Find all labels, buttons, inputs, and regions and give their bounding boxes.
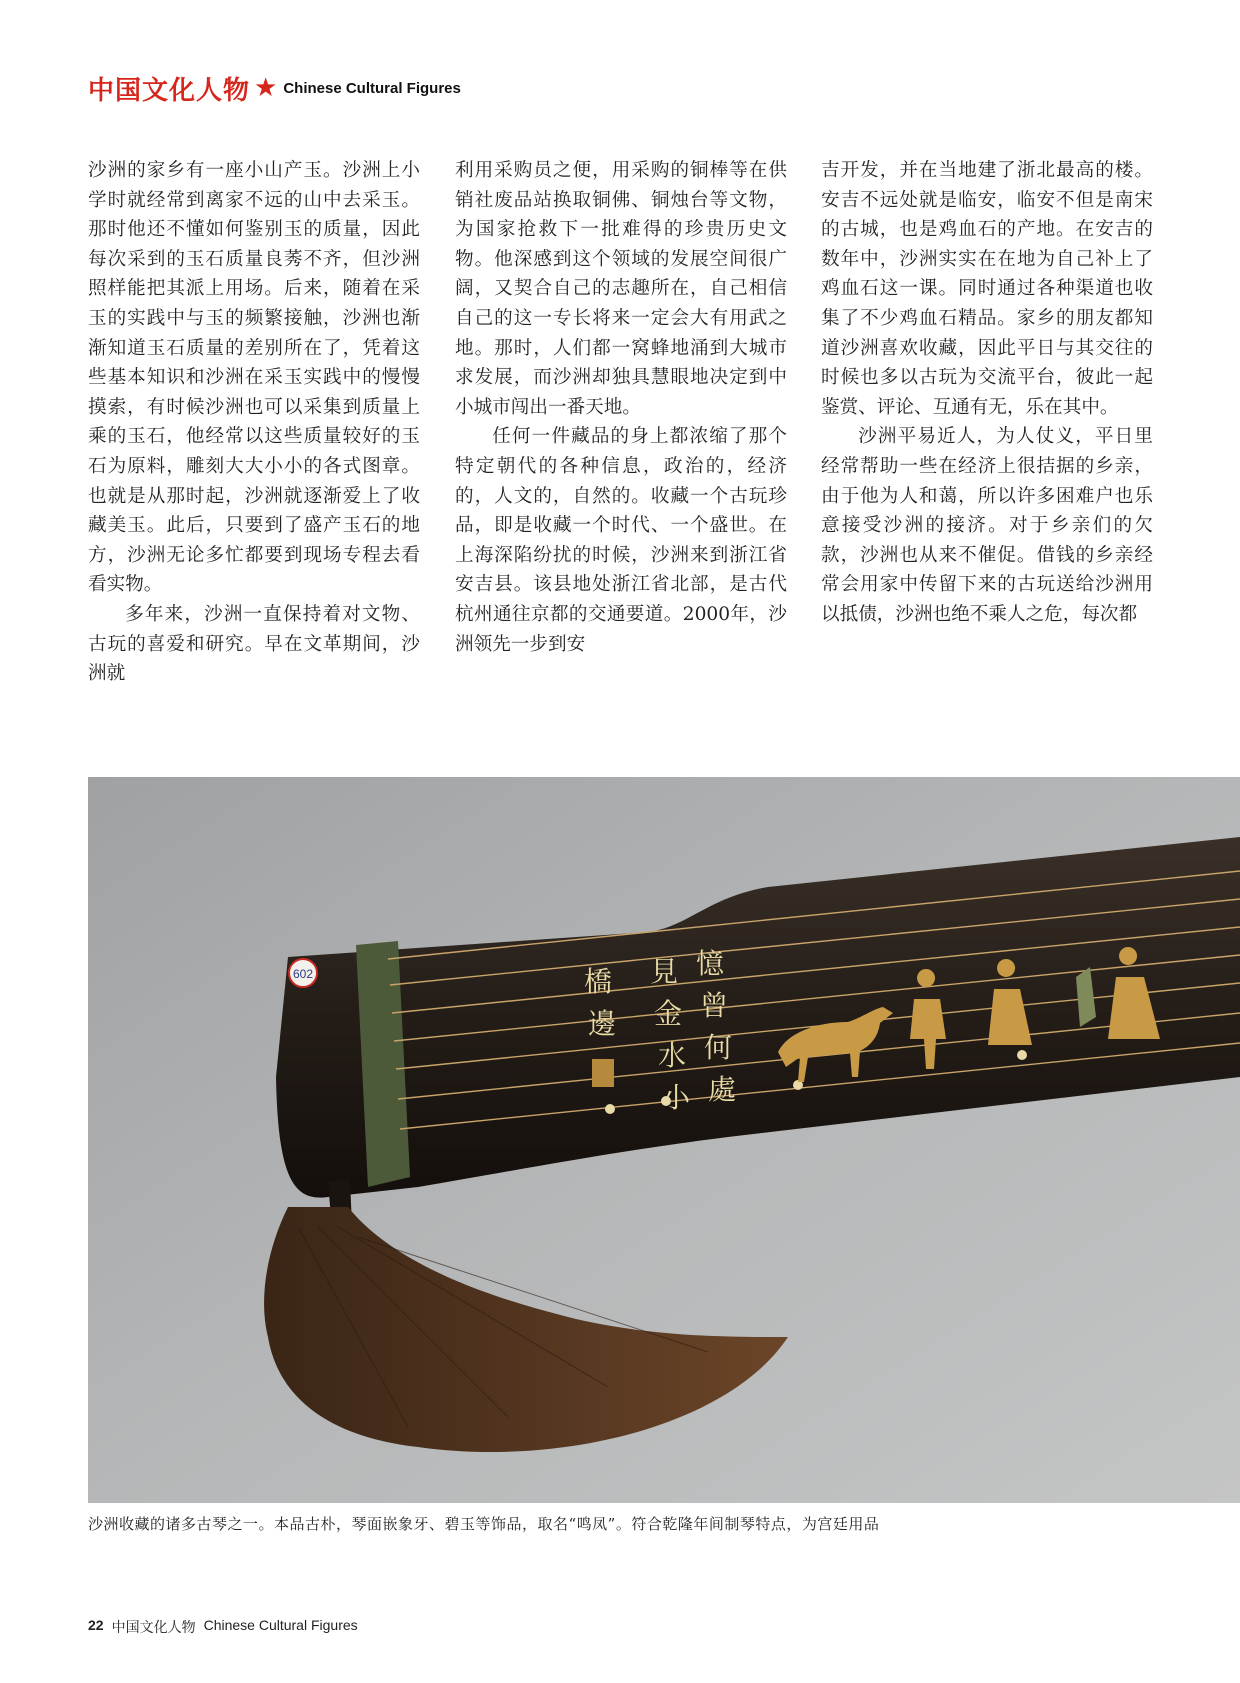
text-column-1 [88,156,420,689]
photo-caption: 沙洲收藏的诸多古琴之一。本品古朴，琴面嵌象牙、碧玉等饰品，取名“鸣凤”。符合乾隆年间制琴特点，为宫廷用品 [88,1515,880,1533]
text-column-3 [821,156,1153,630]
header-title-cn: 中国文化人物 [88,75,251,106]
footer-title-en: Chinese Cultural Figures [203,1617,358,1633]
paragraph: 沙洲平易近人，为人仗义，平日里经常帮助一些在经济上很拮据的乡亲，由于他为人和蔼，所以许多困难户也乐意接受沙洲的接济。对于乡亲们的欠款，沙洲也从来不催促。借钱的乡亲经常会用家中传留下来的古玩送给沙洲用以抵债，沙洲也绝不乘人之危，每次都 [821,426,1153,625]
tag-number: 602 [292,967,314,981]
inscription-char: 曾 [700,989,729,1022]
inscription-char: 見 [650,955,679,988]
inscription-char: 橋 [584,965,613,998]
text-column-2 [455,156,787,659]
inscription-char: 處 [708,1073,737,1106]
guqin-illustration [88,777,1240,1503]
inscription-char: 何 [704,1031,733,1064]
page-footer [88,1617,358,1637]
paragraph: 多年来，沙洲一直保持着对文物、古玩的喜爱和研究。早在文革期间，沙洲就 [88,603,420,685]
inscription-char: 小 [662,1081,691,1114]
inscription-char: 憶 [696,947,725,980]
star-icon: ★ [254,73,278,103]
header-title-en: Chinese Cultural Figures [283,79,461,97]
number-tag [289,959,317,987]
guqin-photo [88,777,1240,1503]
paragraph: 沙洲的家乡有一座小山产玉。沙洲上小学时就经常到离家不远的山中去采玉。那时他还不懂如何鉴别玉的质量，因此每次采到的玉石质量良莠不齐，但沙洲照样能把其派上用场。后来，随着在采玉的实践中与玉的频繁接触，沙洲也渐渐知道玉石质量的差别所在了，凭着这些基本知识和沙洲在采玉实践中的慢慢摸索，有时候沙洲也可以采集到质量上乘的玉石，他经常以这些质量较好的玉石为原料，雕刻大大小小的各式图章。也就是从那时起，沙洲就逐渐爱上了收藏美玉。此后，只要到了盛产玉石的地方，沙洲无论多忙都要到现场专程去看看实物。 [88,160,420,596]
paragraph: 任何一件藏品的身上都浓缩了那个特定朝代的各种信息，政治的，经济的，人文的，自然的。收藏一个古玩珍品，即是收藏一个时代、一个盛世。在上海深陷纷扰的时候，沙洲来到浙江省安吉县。该县地处浙江省北部，是古代杭州通往京都的交通要道。2000年，沙洲领先一步到安 [455,426,787,655]
inscription-char: 水 [658,1039,687,1072]
footer-title-cn: 中国文化人物 [111,1619,196,1635]
inscription-char: 金 [654,997,683,1030]
paragraph: 吉开发，并在当地建了浙北最高的楼。安吉不远处就是临安，临安不但是南宋的古城，也是鸡血石的产地。在安吉的数年中，沙洲实实在在地为自己补上了鸡血石这一课。同时通过各种渠道也收集了不少鸡血石精品。家乡的朋友都知道沙洲喜欢收藏，因此平日与其交往的时候也多以古玩为交流平台，彼此一起鉴赏、评论、互通有无，乐在其中。 [821,160,1153,418]
magazine-header [88,70,461,106]
page-number: 22 [88,1617,104,1633]
paragraph: 利用采购员之便，用采购的铜棒等在供销社废品站换取铜佛、铜烛台等文物，为国家抢救下一批难得的珍贵历史文物。他深感到这个领域的发展空间很广阔，又契合自己的志趣所在，自己相信自己的这一专长将来一定会大有用武之地。那时，人们都一窝蜂地涌到大城市求发展，而沙洲却独具慧眼地决定到中小城市闯出一番天地。 [455,160,787,418]
inscription-char: 邊 [588,1007,617,1040]
seal-stamp [592,1059,614,1087]
